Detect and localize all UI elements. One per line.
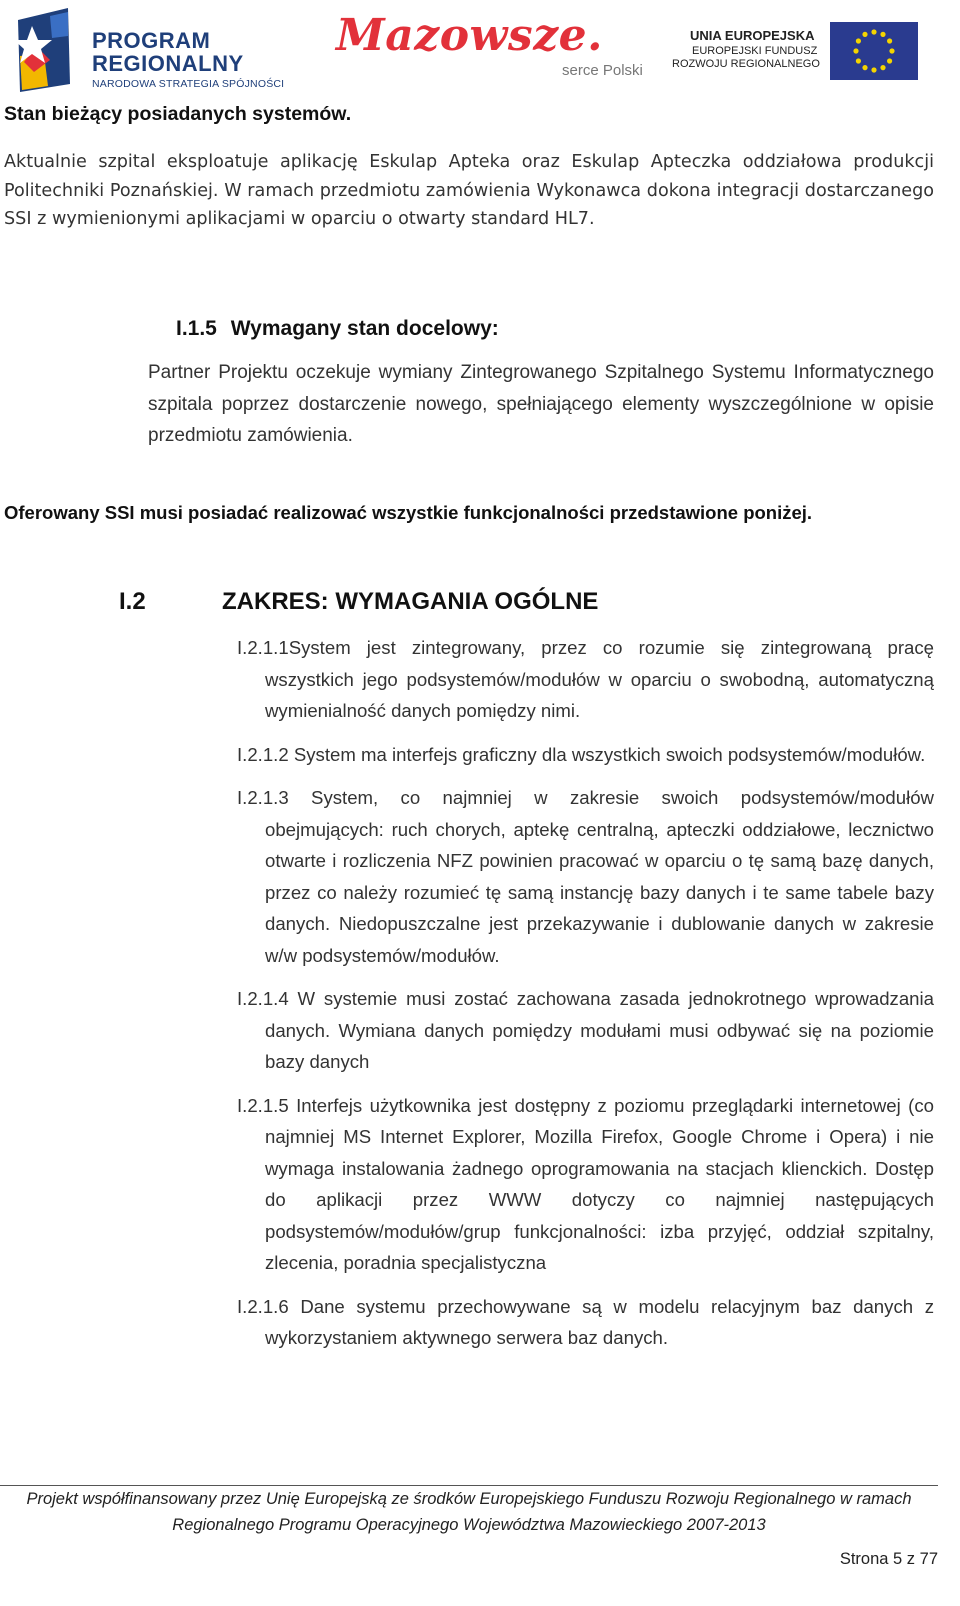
requirement-statement: Oferowany SSI musi posiadać realizować wszystkie funkcjonalności przedstawione poniżej. — [4, 502, 813, 523]
footer-divider — [0, 1485, 938, 1486]
eu-line1: UNIA EUROPEJSKA — [690, 28, 815, 43]
list-item — [237, 632, 934, 727]
page-number: Strona 5 z 77 — [839, 1550, 938, 1568]
item-text: System, co najmniej w zakresie swoich podsystemów/modułów obejmujących: ruch chorych, aptekę centralną, apteczki oddziałowe, lecznictwo otwarte i rozliczenia NFZ powinien pracować w oparciu o tę samą bazę danych, przez co należy rozumieć tę samą instancję bazy danych i te same tabele bazy danych. Niedopuszczalne jest przekazywanie i dublowanie danych w zakresie w/w podsystemów/modułów. — [265, 787, 934, 966]
section-scope-title: ZAKRES: WYMAGANIA OGÓLNE — [222, 588, 599, 615]
item-number: I.2.1.1 — [237, 637, 289, 658]
program-line3: NARODOWA STRATEGIA SPÓJNOŚCI — [92, 78, 285, 90]
section-current-title: Stan bieżący posiadanych systemów. — [4, 103, 352, 125]
item-number: I.2.1.4 — [237, 988, 289, 1009]
item-number: I.2.1.2 — [237, 743, 289, 765]
list-item — [237, 1291, 934, 1354]
program-regionalny-emblem-icon — [14, 6, 74, 92]
item-text: Interfejs użytkownika jest dostępny z poziomu przeglądarki internetowej (co najmniej MS Internet Explorer, Mozilla Firefox, Google Chrome i Opera) i nie wymaga instalowania żadnego oprogramowania na stacjach klienckich. Dostęp do aplikacji przez WWW dotyczy co najmniej następujących podsystemów/modułów/grup funkcjonalności: izba przyjęć, oddział szpitalny, zlecenia, poradnia specjalistyczna — [265, 1094, 934, 1273]
item-text: Dane systemu przechowywane są w modelu relacyjnym baz danych z wykorzystaniem aktywnego serwera baz danych. — [265, 1295, 934, 1348]
mazowsze-logo — [334, 10, 643, 82]
mazowsze-tagline: serce Polski — [562, 62, 643, 79]
item-number: I.2.1.5 — [237, 1094, 289, 1116]
item-number: I.2.1.3 — [237, 787, 289, 808]
program-line2: REGIONALNY — [92, 51, 244, 76]
section-current-body: Aktualnie szpital eksploatuje aplikację Eskulap Apteka oraz Eskulap Apteczka oddziałowa produkcji Politechniki Poznańskiej. W ramach przedmiotu zamówienia Wykonawca dokona integracji dostarczanego SSI z wymienionymi aplikacjami w oparciu o otwarty standard HL7. — [4, 152, 934, 229]
item-text: W systemie musi zostać zachowana zasada jednokrotnego wprowadzania danych. Wymiana danych pomiędzy modułami musi odbywać się na poziomie bazy danych — [265, 988, 934, 1072]
eu-flag-icon — [830, 22, 918, 80]
requirements-list — [237, 632, 934, 1366]
program-line1: PROGRAM — [92, 28, 211, 53]
item-number: I.2.1.6 — [237, 1295, 289, 1317]
section-target-body: Partner Projektu oczekuje wymiany Zintegrowanego Szpitalnego Systemu Informatycznego szpitala poprzez dostarczenie nowego, spełniającego elementy wyszczególnione w opisie przedmiotu zamówienia. — [148, 362, 934, 446]
footer-line2: Regionalnego Programu Operacyjnego Województwa Mazowieckiego 2007-2013 — [172, 1516, 766, 1534]
eu-line2: EUROPEJSKI FUNDUSZ — [692, 45, 818, 57]
section-target-number: I.1.5 — [176, 317, 217, 340]
eu-logo — [668, 20, 920, 84]
list-item — [237, 739, 934, 771]
section-target-heading — [176, 317, 499, 341]
list-item — [237, 782, 934, 971]
program-regionalny-logo — [14, 6, 304, 96]
section-scope-number: I.2 — [119, 588, 146, 615]
mazowsze-wordmark: Mazowsze. — [336, 10, 603, 61]
list-item — [237, 983, 934, 1078]
footer-line1: Projekt współfinansowany przez Unię Europejską ze środków Europejskiego Funduszu Rozwoju Regionalnego w ramach — [26, 1490, 912, 1508]
section-target-title: Wymagany stan docelowy: — [230, 317, 499, 340]
item-text: System jest zintegrowany, przez co rozumie się zintegrowaną pracę wszystkich jego podsystemów/modułów w oparciu o swobodną, automatyczną wymienialność danych pomiędzy nimi. — [265, 637, 934, 721]
list-item — [237, 1090, 934, 1279]
item-text: System ma interfejs graficzny dla wszystkich swoich podsystemów/modułów. — [293, 743, 926, 765]
eu-line3: ROZWOJU REGIONALNEGO — [672, 58, 820, 70]
